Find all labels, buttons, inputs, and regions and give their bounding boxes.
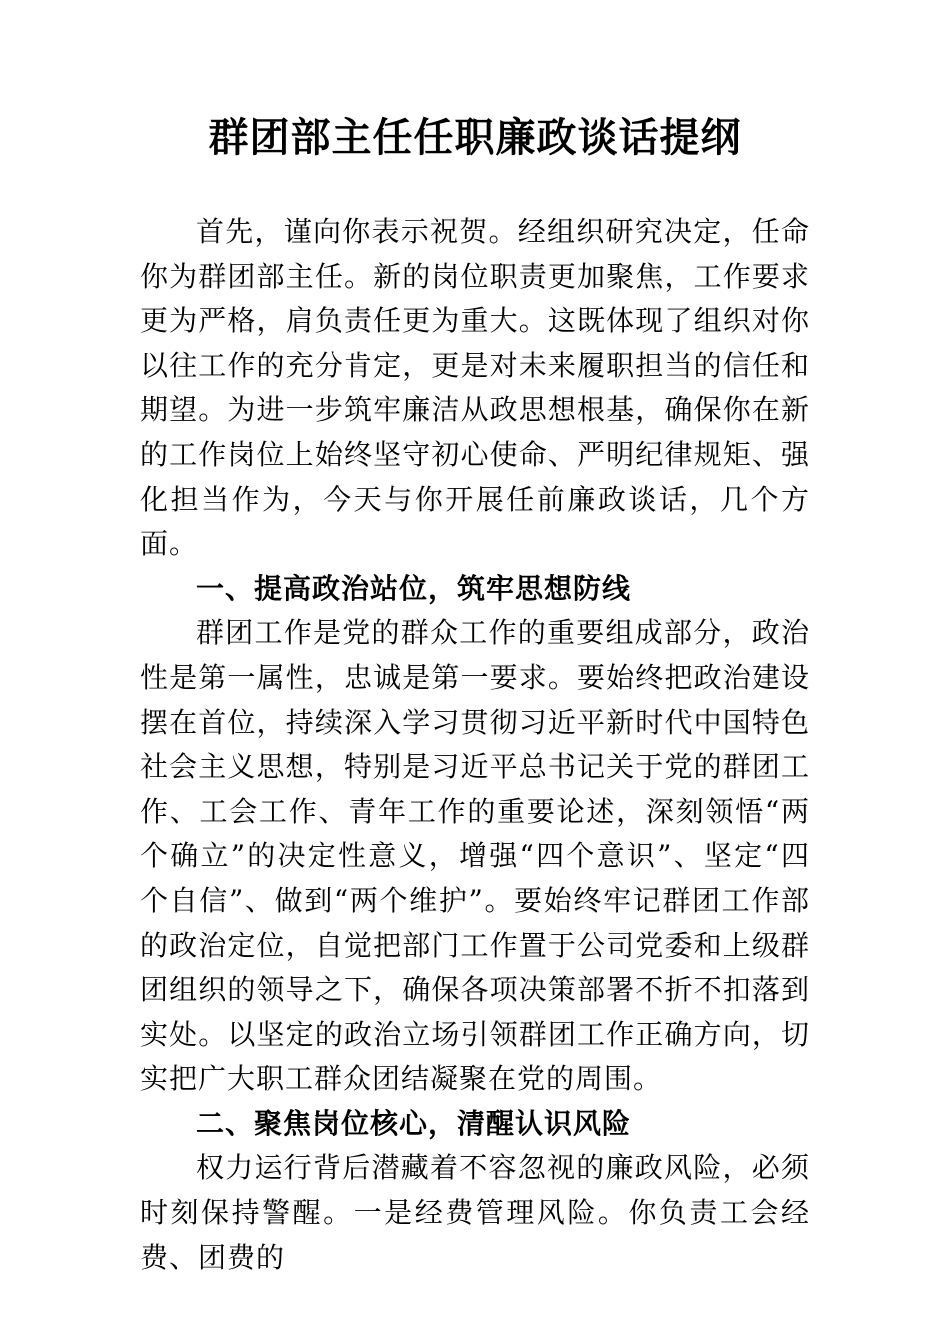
intro-paragraph: 首先，谨向你表示祝贺。经组织研究决定，任命你为群团部主任。新的岗位职责更加聚焦，工作要求更为严格，肩负责任更为重大。这既体现了组织对你以往工作的充分肯定，更是对未来履职担当的信任和期望。为进一步筑牢廉洁从政思想根基，确保你在新的工作岗位上始终坚守初心使命、严明纪律规矩、强化担当作为，今天与你开展任前廉政谈话，几个方面。 bbox=[140, 215, 810, 561]
section-1-heading: 一、提高政治站位，筑牢思想防线 bbox=[196, 571, 632, 605]
document-title: 群团部主任任职廉政谈话提纲 bbox=[208, 114, 742, 161]
section-2-body: 权力运行背后潜藏着不容忽视的廉政风险，必须时刻保持警醒。一是经费管理风险。你负责工会经费、团费的 bbox=[140, 1151, 810, 1274]
section-1-body: 群团工作是党的群众工作的重要组成部分，政治性是第一属性，忠诚是第一要求。要始终把政治建设摆在首位，持续深入学习贯彻习近平新时代中国特色社会主义思想，特别是习近平总书记关于党的群团工作、工会工作、青年工作的重要论述，深刻领悟“两个确立”的决定性意义，增强“四个意识”、坚定“四个自信”、做到“两个维护”。要始终牢记群团工作部的政治定位，自觉把部门工作置于公司党委和上级群团组织的领导之下，确保各项决策部署不折不扣落到实处。以坚定的政治立场引领群团工作正确方向，切实把广大职工群众团结凝聚在党的周围。 bbox=[140, 616, 810, 1096]
section-2-heading: 二、聚焦岗位核心，清醒认识风险 bbox=[196, 1106, 632, 1140]
